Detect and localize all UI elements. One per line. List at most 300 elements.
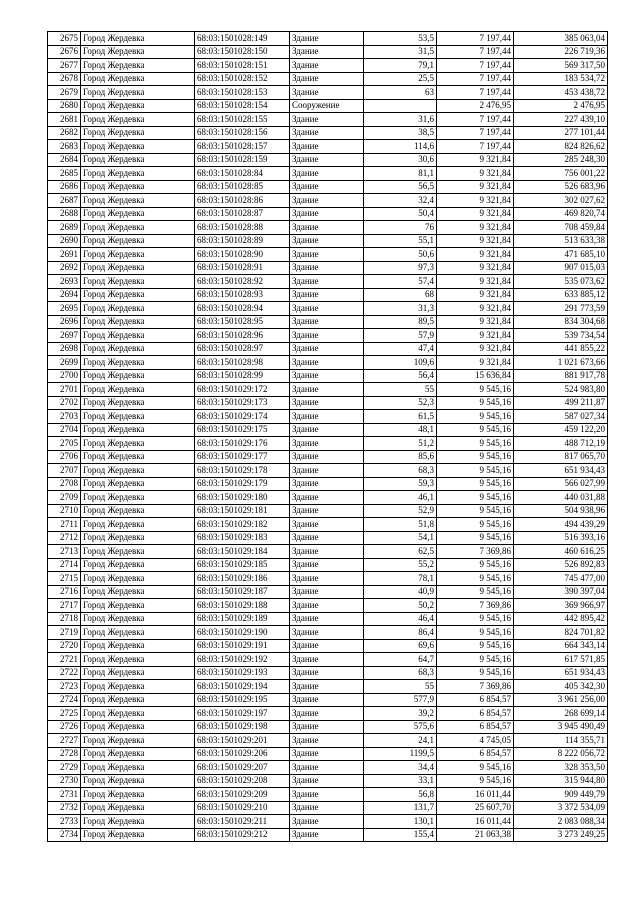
cell-rate: 9 321,84 — [437, 180, 514, 194]
cell-number: 2678 — [48, 72, 81, 86]
cell-locality: Город Жердевка — [81, 761, 195, 775]
cell-object-type: Здание — [290, 72, 364, 86]
cell-cadastral-number: 68:03:1501029:198 — [195, 720, 290, 734]
cell-value: 385 063,04 — [514, 32, 608, 46]
cell-rate: 7 369,86 — [437, 545, 514, 559]
cell-rate: 9 321,84 — [437, 315, 514, 329]
cell-object-type: Здание — [290, 45, 364, 59]
table-row — [48, 477, 608, 491]
cell-value: 285 248,30 — [514, 153, 608, 167]
cell-cadastral-number: 68:03:1501028:94 — [195, 302, 290, 316]
cell-area: 97,3 — [364, 261, 437, 275]
table-row — [48, 504, 608, 518]
cell-locality: Город Жердевка — [81, 707, 195, 721]
table-row — [48, 45, 608, 59]
cell-number: 2710 — [48, 504, 81, 518]
cell-cadastral-number: 68:03:1501028:93 — [195, 288, 290, 302]
cell-object-type: Здание — [290, 234, 364, 248]
cell-locality: Город Жердевка — [81, 32, 195, 46]
cell-value: 745 477,00 — [514, 572, 608, 586]
cell-area: 52,9 — [364, 504, 437, 518]
cell-locality: Город Жердевка — [81, 207, 195, 221]
table-row — [48, 261, 608, 275]
cell-value: 405 342,30 — [514, 680, 608, 694]
cell-object-type: Здание — [290, 680, 364, 694]
cell-number: 2683 — [48, 140, 81, 154]
cell-locality: Город Жердевка — [81, 59, 195, 73]
table-row — [48, 59, 608, 73]
cell-number: 2705 — [48, 437, 81, 451]
cell-area: 34,4 — [364, 761, 437, 775]
cell-object-type: Здание — [290, 248, 364, 262]
cell-number: 2684 — [48, 153, 81, 167]
cell-cadastral-number: 68:03:1501029:211 — [195, 815, 290, 829]
cell-cadastral-number: 68:03:1501029:182 — [195, 518, 290, 532]
cell-cadastral-number: 68:03:1501029:175 — [195, 423, 290, 437]
cell-value: 817 065,70 — [514, 450, 608, 464]
cell-rate: 16 011,44 — [437, 788, 514, 802]
cell-object-type: Здание — [290, 329, 364, 343]
cell-cadastral-number: 68:03:1501029:179 — [195, 477, 290, 491]
table-row — [48, 464, 608, 478]
cell-number: 2685 — [48, 167, 81, 181]
cell-area: 51,2 — [364, 437, 437, 451]
cell-rate: 6 854,57 — [437, 707, 514, 721]
cell-object-type: Здание — [290, 450, 364, 464]
cell-number: 2725 — [48, 707, 81, 721]
cell-locality: Город Жердевка — [81, 491, 195, 505]
cell-number: 2681 — [48, 113, 81, 127]
cell-number: 2680 — [48, 99, 81, 113]
table-row — [48, 396, 608, 410]
cell-cadastral-number: 68:03:1501028:98 — [195, 356, 290, 370]
cell-number: 2686 — [48, 180, 81, 194]
table-row — [48, 356, 608, 370]
cell-number: 2677 — [48, 59, 81, 73]
cell-object-type: Здание — [290, 545, 364, 559]
table-row — [48, 410, 608, 424]
cell-rate: 7 197,44 — [437, 32, 514, 46]
cell-rate: 16 011,44 — [437, 815, 514, 829]
cell-object-type: Здание — [290, 86, 364, 100]
cell-object-type: Здание — [290, 707, 364, 721]
cell-area: 38,5 — [364, 126, 437, 140]
cell-rate: 6 854,57 — [437, 747, 514, 761]
cell-rate: 7 197,44 — [437, 126, 514, 140]
cell-value: 291 773,59 — [514, 302, 608, 316]
cell-rate: 6 854,57 — [437, 720, 514, 734]
cell-number: 2728 — [48, 747, 81, 761]
table-row — [48, 32, 608, 46]
cell-value: 834 304,68 — [514, 315, 608, 329]
cell-value: 459 122,20 — [514, 423, 608, 437]
cell-number: 2717 — [48, 599, 81, 613]
cell-value: 277 101,44 — [514, 126, 608, 140]
cell-rate: 9 321,84 — [437, 248, 514, 262]
cell-value: 756 001,22 — [514, 167, 608, 181]
cell-value: 708 459,84 — [514, 221, 608, 235]
cell-value: 315 944,80 — [514, 774, 608, 788]
table-row — [48, 612, 608, 626]
cell-number: 2704 — [48, 423, 81, 437]
cell-locality: Город Жердевка — [81, 680, 195, 694]
cell-object-type: Здание — [290, 437, 364, 451]
cell-cadastral-number: 68:03:1501029:209 — [195, 788, 290, 802]
cell-locality: Город Жердевка — [81, 747, 195, 761]
cell-cadastral-number: 68:03:1501028:97 — [195, 342, 290, 356]
cell-object-type: Здание — [290, 356, 364, 370]
cell-cadastral-number: 68:03:1501028:91 — [195, 261, 290, 275]
cell-object-type: Здание — [290, 59, 364, 73]
cell-locality: Город Жердевка — [81, 558, 195, 572]
cell-number: 2695 — [48, 302, 81, 316]
cell-area: 131,7 — [364, 801, 437, 815]
cell-number: 2719 — [48, 626, 81, 640]
cell-value: 651 934,43 — [514, 464, 608, 478]
cell-cadastral-number: 68:03:1501029:210 — [195, 801, 290, 815]
cell-locality: Город Жердевка — [81, 693, 195, 707]
cell-area: 68 — [364, 288, 437, 302]
cell-area: 24,1 — [364, 734, 437, 748]
cell-value: 2 083 088,34 — [514, 815, 608, 829]
table-row — [48, 437, 608, 451]
cell-number: 2706 — [48, 450, 81, 464]
cell-area: 575,6 — [364, 720, 437, 734]
cell-cadastral-number: 68:03:1501029:178 — [195, 464, 290, 478]
cell-locality: Город Жердевка — [81, 126, 195, 140]
table-row — [48, 626, 608, 640]
table-row — [48, 99, 608, 113]
cell-cadastral-number: 68:03:1501028:89 — [195, 234, 290, 248]
cell-locality: Город Жердевка — [81, 86, 195, 100]
table-row — [48, 788, 608, 802]
cell-object-type: Здание — [290, 734, 364, 748]
cell-area: 40,9 — [364, 585, 437, 599]
cell-cadastral-number: 68:03:1501029:184 — [195, 545, 290, 559]
cell-locality: Город Жердевка — [81, 72, 195, 86]
cell-area: 85,6 — [364, 450, 437, 464]
cell-rate: 9 321,84 — [437, 342, 514, 356]
cell-rate: 21 063,38 — [437, 828, 514, 842]
cell-number: 2722 — [48, 666, 81, 680]
cell-number: 2691 — [48, 248, 81, 262]
cell-rate: 9 545,16 — [437, 396, 514, 410]
cell-object-type: Здание — [290, 369, 364, 383]
cell-rate: 9 545,16 — [437, 585, 514, 599]
cell-rate: 9 545,16 — [437, 491, 514, 505]
cell-cadastral-number: 68:03:1501028:88 — [195, 221, 290, 235]
cell-number: 2729 — [48, 761, 81, 775]
cell-object-type: Здание — [290, 167, 364, 181]
cell-cadastral-number: 68:03:1501029:172 — [195, 383, 290, 397]
cell-cadastral-number: 68:03:1501029:180 — [195, 491, 290, 505]
cell-cadastral-number: 68:03:1501028:99 — [195, 369, 290, 383]
cell-area: 46,1 — [364, 491, 437, 505]
cell-locality: Город Жердевка — [81, 639, 195, 653]
cell-locality: Город Жердевка — [81, 531, 195, 545]
cell-area: 50,6 — [364, 248, 437, 262]
cell-number: 2693 — [48, 275, 81, 289]
cell-cadastral-number: 68:03:1501028:157 — [195, 140, 290, 154]
table-row — [48, 72, 608, 86]
cell-value: 453 438,72 — [514, 86, 608, 100]
cell-object-type: Здание — [290, 32, 364, 46]
cell-rate: 9 321,84 — [437, 261, 514, 275]
cell-cadastral-number: 68:03:1501028:95 — [195, 315, 290, 329]
cell-area: 47,4 — [364, 342, 437, 356]
cell-cadastral-number: 68:03:1501029:186 — [195, 572, 290, 586]
cell-locality: Город Жердевка — [81, 437, 195, 451]
cell-locality: Город Жердевка — [81, 383, 195, 397]
cell-value: 2 476,95 — [514, 99, 608, 113]
cell-area: 155,4 — [364, 828, 437, 842]
cell-area: 68,3 — [364, 464, 437, 478]
cell-rate: 9 545,16 — [437, 518, 514, 532]
cell-locality: Город Жердевка — [81, 302, 195, 316]
cell-rate: 9 321,84 — [437, 275, 514, 289]
cell-locality: Город Жердевка — [81, 315, 195, 329]
cell-value: 526 892,83 — [514, 558, 608, 572]
table-row — [48, 450, 608, 464]
cell-rate: 9 545,16 — [437, 626, 514, 640]
cell-cadastral-number: 68:03:1501028:96 — [195, 329, 290, 343]
cell-value: 390 397,04 — [514, 585, 608, 599]
table-row — [48, 423, 608, 437]
cell-rate: 7 197,44 — [437, 59, 514, 73]
table-row — [48, 383, 608, 397]
table-row — [48, 531, 608, 545]
cell-cadastral-number: 68:03:1501029:188 — [195, 599, 290, 613]
cell-object-type: Здание — [290, 518, 364, 532]
cell-area: 57,4 — [364, 275, 437, 289]
cell-area: 81,1 — [364, 167, 437, 181]
cell-number: 2733 — [48, 815, 81, 829]
cell-rate: 15 636,84 — [437, 369, 514, 383]
cell-locality: Город Жердевка — [81, 180, 195, 194]
cell-rate: 9 321,84 — [437, 153, 514, 167]
cell-cadastral-number: 68:03:1501029:206 — [195, 747, 290, 761]
cell-number: 2714 — [48, 558, 81, 572]
cell-area: 76 — [364, 221, 437, 235]
cell-number: 2687 — [48, 194, 81, 208]
cell-area: 31,6 — [364, 113, 437, 127]
cell-rate: 9 321,84 — [437, 329, 514, 343]
cell-cadastral-number: 68:03:1501028:92 — [195, 275, 290, 289]
cell-value: 824 701,82 — [514, 626, 608, 640]
cell-rate: 7 197,44 — [437, 140, 514, 154]
cell-cadastral-number: 68:03:1501029:212 — [195, 828, 290, 842]
cell-locality: Город Жердевка — [81, 477, 195, 491]
cell-object-type: Здание — [290, 761, 364, 775]
cell-object-type: Здание — [290, 113, 364, 127]
cell-cadastral-number: 68:03:1501028:87 — [195, 207, 290, 221]
cell-locality: Город Жердевка — [81, 221, 195, 235]
cell-area: 577,9 — [364, 693, 437, 707]
table-row — [48, 275, 608, 289]
table-row — [48, 234, 608, 248]
cell-object-type: Здание — [290, 140, 364, 154]
cell-cadastral-number: 68:03:1501028:151 — [195, 59, 290, 73]
cell-rate: 2 476,95 — [437, 99, 514, 113]
cell-area: 69,6 — [364, 639, 437, 653]
cell-number: 2730 — [48, 774, 81, 788]
cell-value: 909 449,79 — [514, 788, 608, 802]
cell-cadastral-number: 68:03:1501029:177 — [195, 450, 290, 464]
cell-object-type: Здание — [290, 126, 364, 140]
cell-number: 2734 — [48, 828, 81, 842]
cell-locality: Город Жердевка — [81, 329, 195, 343]
table-row — [48, 329, 608, 343]
cell-locality: Город Жердевка — [81, 275, 195, 289]
data-table — [47, 31, 608, 842]
cell-rate: 25 607,70 — [437, 801, 514, 815]
cell-cadastral-number: 68:03:1501029:174 — [195, 410, 290, 424]
cell-rate: 9 321,84 — [437, 302, 514, 316]
cell-area: 56,4 — [364, 369, 437, 383]
cell-value: 183 534,72 — [514, 72, 608, 86]
table-row — [48, 585, 608, 599]
cell-object-type: Здание — [290, 612, 364, 626]
cell-value: 569 317,50 — [514, 59, 608, 73]
cell-number: 2723 — [48, 680, 81, 694]
table-row — [48, 774, 608, 788]
cell-locality: Город Жердевка — [81, 396, 195, 410]
cell-area: 86,4 — [364, 626, 437, 640]
cell-locality: Город Жердевка — [81, 140, 195, 154]
cell-rate: 9 545,16 — [437, 572, 514, 586]
cell-locality: Город Жердевка — [81, 734, 195, 748]
cell-cadastral-number: 68:03:1501029:194 — [195, 680, 290, 694]
cell-locality: Город Жердевка — [81, 464, 195, 478]
table-row — [48, 140, 608, 154]
cell-area: 89,5 — [364, 315, 437, 329]
cell-object-type: Здание — [290, 410, 364, 424]
cell-area: 55,1 — [364, 234, 437, 248]
cell-rate: 9 545,16 — [437, 477, 514, 491]
cell-value: 440 031,88 — [514, 491, 608, 505]
table-row — [48, 707, 608, 721]
table-row — [48, 572, 608, 586]
cell-object-type: Здание — [290, 653, 364, 667]
cell-value: 3 273 249,25 — [514, 828, 608, 842]
cell-object-type: Здание — [290, 315, 364, 329]
cell-locality: Город Жердевка — [81, 356, 195, 370]
cell-area: 78,1 — [364, 572, 437, 586]
cell-number: 2676 — [48, 45, 81, 59]
cell-cadastral-number: 68:03:1501028:90 — [195, 248, 290, 262]
table-row — [48, 126, 608, 140]
cell-cadastral-number: 68:03:1501029:191 — [195, 639, 290, 653]
cell-cadastral-number: 68:03:1501029:208 — [195, 774, 290, 788]
cell-area: 54,1 — [364, 531, 437, 545]
cell-rate: 9 545,16 — [437, 531, 514, 545]
cell-number: 2692 — [48, 261, 81, 275]
cell-area: 50,4 — [364, 207, 437, 221]
cell-rate: 9 321,84 — [437, 167, 514, 181]
table-row — [48, 491, 608, 505]
cell-cadastral-number: 68:03:1501028:155 — [195, 113, 290, 127]
cell-area: 50,2 — [364, 599, 437, 613]
cell-locality: Город Жердевка — [81, 788, 195, 802]
cell-locality: Город Жердевка — [81, 504, 195, 518]
cell-object-type: Здание — [290, 261, 364, 275]
cell-object-type: Здание — [290, 342, 364, 356]
cell-number: 2709 — [48, 491, 81, 505]
cell-rate: 9 545,16 — [437, 612, 514, 626]
table-row — [48, 828, 608, 842]
cell-number: 2731 — [48, 788, 81, 802]
cell-object-type: Здание — [290, 207, 364, 221]
cell-number: 2702 — [48, 396, 81, 410]
cell-number: 2701 — [48, 383, 81, 397]
cell-rate: 7 369,86 — [437, 680, 514, 694]
cell-area: 109,6 — [364, 356, 437, 370]
cell-rate: 9 545,16 — [437, 450, 514, 464]
cell-value: 881 917,78 — [514, 369, 608, 383]
cell-number: 2727 — [48, 734, 81, 748]
cell-value: 460 616,25 — [514, 545, 608, 559]
cell-area: 61,5 — [364, 410, 437, 424]
cell-cadastral-number: 68:03:1501028:154 — [195, 99, 290, 113]
cell-locality: Город Жердевка — [81, 545, 195, 559]
cell-value: 442 895,42 — [514, 612, 608, 626]
cell-value: 369 966,97 — [514, 599, 608, 613]
table-row — [48, 653, 608, 667]
cell-locality: Город Жердевка — [81, 828, 195, 842]
cell-area: 51,8 — [364, 518, 437, 532]
cell-value: 226 719,36 — [514, 45, 608, 59]
cell-cadastral-number: 68:03:1501028:156 — [195, 126, 290, 140]
cell-area: 62,5 — [364, 545, 437, 559]
cell-locality: Город Жердевка — [81, 113, 195, 127]
cell-number: 2715 — [48, 572, 81, 586]
table-row — [48, 815, 608, 829]
cell-number: 2721 — [48, 653, 81, 667]
cell-area: 56,5 — [364, 180, 437, 194]
cell-number: 2716 — [48, 585, 81, 599]
cell-area: 64,7 — [364, 653, 437, 667]
cell-value: 504 938,96 — [514, 504, 608, 518]
cell-value: 328 353,50 — [514, 761, 608, 775]
cell-locality: Город Жердевка — [81, 410, 195, 424]
table-row — [48, 194, 608, 208]
cell-number: 2732 — [48, 801, 81, 815]
cell-area: 63 — [364, 86, 437, 100]
cell-value: 494 439,29 — [514, 518, 608, 532]
cell-rate: 7 197,44 — [437, 72, 514, 86]
cell-area: 46,4 — [364, 612, 437, 626]
cell-cadastral-number: 68:03:1501029:185 — [195, 558, 290, 572]
cell-cadastral-number: 68:03:1501028:153 — [195, 86, 290, 100]
cell-area: 55,2 — [364, 558, 437, 572]
cell-object-type: Здание — [290, 194, 364, 208]
cell-area: 53,5 — [364, 32, 437, 46]
table-row — [48, 342, 608, 356]
cell-cadastral-number: 68:03:1501029:187 — [195, 585, 290, 599]
cell-area: 33,1 — [364, 774, 437, 788]
cell-locality: Город Жердевка — [81, 801, 195, 815]
table-row — [48, 761, 608, 775]
cell-rate: 9 545,16 — [437, 383, 514, 397]
cell-locality: Город Жердевка — [81, 626, 195, 640]
cell-rate: 7 197,44 — [437, 45, 514, 59]
table-row — [48, 288, 608, 302]
cell-value: 268 699,14 — [514, 707, 608, 721]
cell-area: 59,3 — [364, 477, 437, 491]
cell-rate: 9 321,84 — [437, 221, 514, 235]
cell-object-type: Здание — [290, 504, 364, 518]
cell-locality: Город Жердевка — [81, 248, 195, 262]
